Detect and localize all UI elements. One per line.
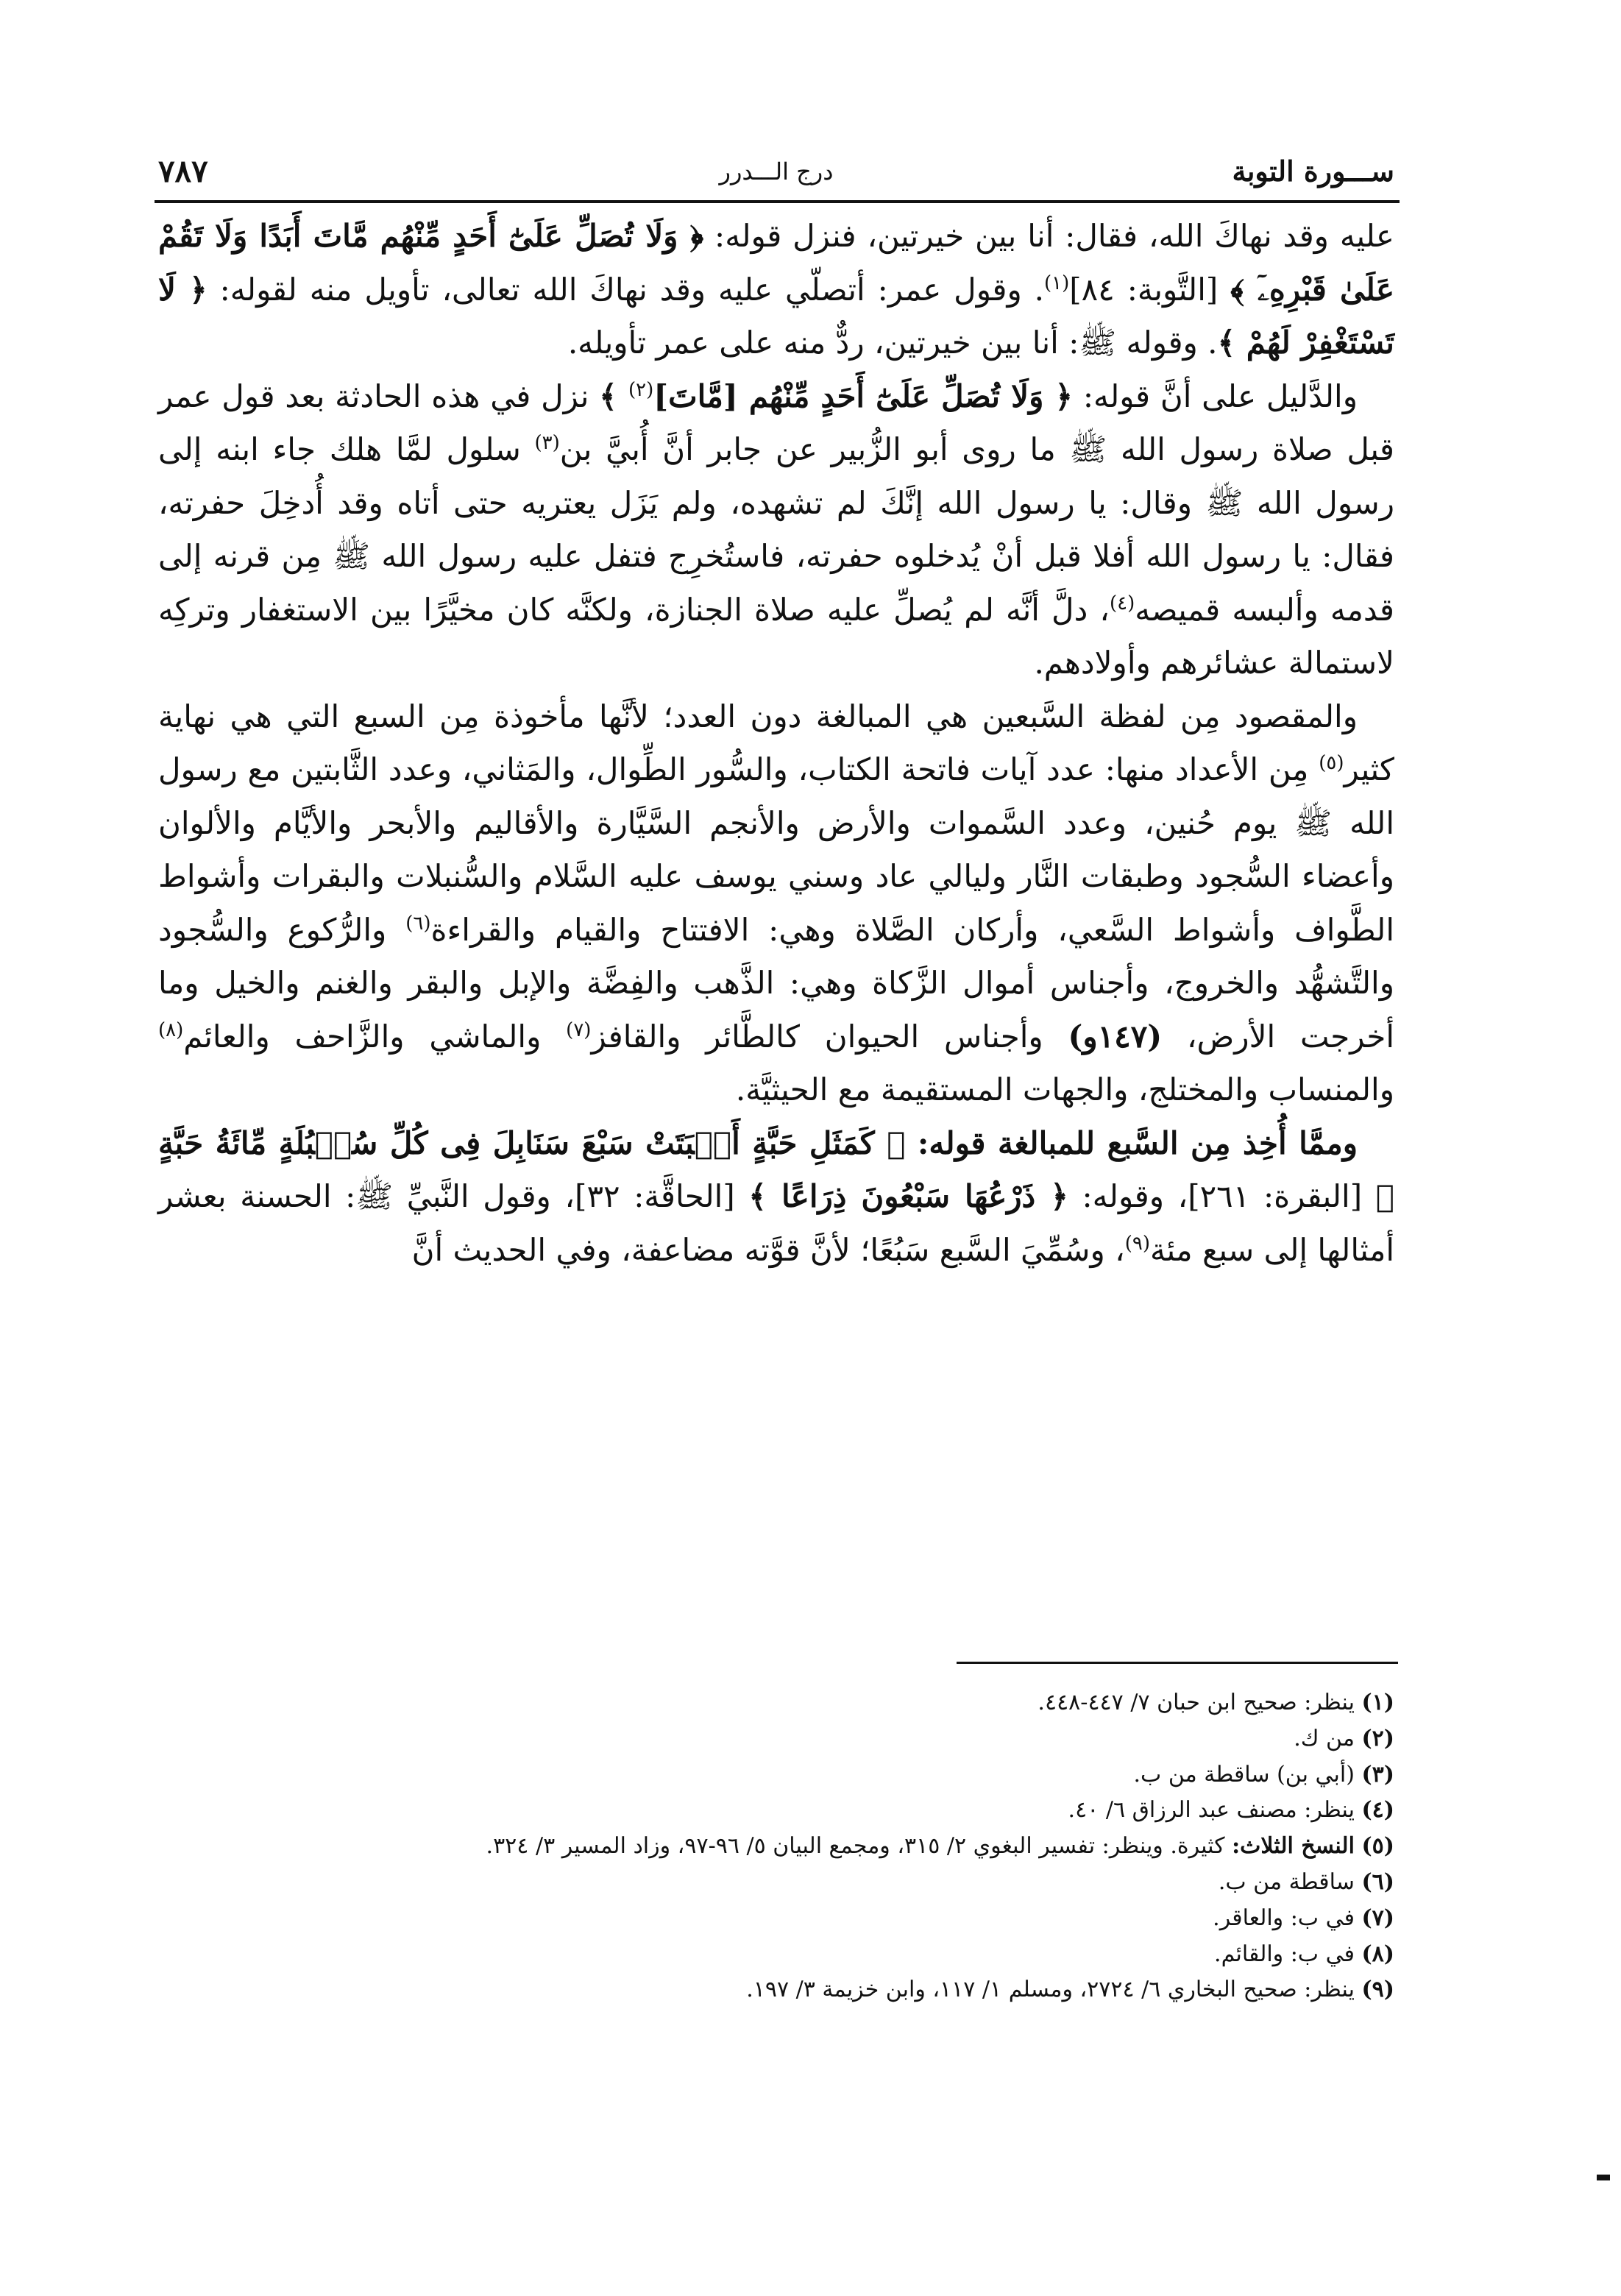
text-run: وأجناس الحيوان كالطَّائر والقافز (591, 1018, 1068, 1055)
footnote-6 (158, 1865, 1394, 1901)
footnote-2 (158, 1721, 1394, 1757)
surah-title: ســـورة التوبة (1232, 155, 1394, 188)
footnote-number: (١) (1361, 1690, 1394, 1715)
footnote-text: في ب: والعاقر. (1213, 1905, 1362, 1931)
quran-verse: ﴿ كَمَثَلِ حَبَّةٍ أَنۢبَتَتْ سَبْعَ سَنَابِلَ فِى كُلِّ سُنۢبُلَةٍ مِّائَةُ حَبَّةٍ ﴾ (158, 1124, 1394, 1214)
quran-verse: ﴿ ذَرْعُهَا سَبْعُونَ ذِرَاعًا ﴾ (748, 1178, 1068, 1214)
footnote-3 (158, 1757, 1394, 1793)
text-run: والمنساب والمختلج، والجهات المستقيمة مع الحيثيَّة. (735, 1071, 1394, 1108)
footnotes (158, 1685, 1394, 2008)
footnote-7 (158, 1901, 1394, 1937)
footnote-text: ينظر: مصنف عبد الرزاق ٦/ ٤٠. (1068, 1797, 1362, 1824)
footnote-5 (158, 1829, 1394, 1865)
footnote-divider (957, 1662, 1398, 1664)
text-run: نزل في هذه الحادثة بعد قول عمر قبل صلاة رسول الله ﷺ ما روى أبو الزُّبير عن جابر أنَّ أُبيَّ بن (158, 378, 1394, 467)
page-header (158, 151, 1394, 195)
page-number: ٧٨٧ (158, 153, 208, 189)
footnote-8 (158, 1937, 1394, 1973)
footnote-text: من ك. (1294, 1725, 1362, 1751)
text-run: والرُّكوع والسُّجود والتَّشهُّد والخروج، وأجناس أموال الزَّكاة وهي: الذَّهب والفِضَّة والإبل والبقر والغنم والخيل وما أخرجت الأرض، (158, 911, 1394, 1055)
footnote-9 (158, 1972, 1394, 2008)
footnote-marker: (٩) (1124, 1232, 1150, 1255)
scan-mark (1597, 2175, 1610, 2180)
footnote-text: في ب: والقائم. (1214, 1941, 1362, 1967)
text-run: . وقوله ﷺ: أنا بين خيرتين، ردٌّ منه على عمر تأويله. (567, 325, 1218, 361)
quran-verse: ﴿ لَا تَسْتَغْفِرْ لَهُمْ ﴾ (158, 271, 1394, 361)
footnote-number: (٤) (1361, 1797, 1394, 1824)
paragraph-2 (158, 370, 1394, 690)
quran-verse-close: ﴾ (599, 378, 628, 414)
footnote-marker: (٨) (158, 1018, 184, 1041)
paragraph-1 (158, 210, 1394, 370)
text-run: . وقول عمر: أتصلّي عليه وقد نهاكَ الله تعالى، تأويل منه لقوله: (207, 271, 1044, 308)
quran-verse: ﴿ وَلَا تُصَلِّ عَلَىٰٓ أَحَدٍ مِّنْهُم مَّاتَ أَبَدًا وَلَا تَقُمْ عَلَىٰ قَبْرِهِۦٓ ﴾ (158, 218, 1394, 308)
footnote-number: (٧) (1361, 1905, 1394, 1931)
footnote-marker: (٥) (1319, 752, 1344, 774)
footnote-number: (٢) (1361, 1725, 1394, 1751)
text-run: ، وسُمِّيَ السَّبع سَبُعًا؛ لأنَّ قوَّته مضاعفة، وفي الحديث أنَّ (411, 1231, 1125, 1268)
footnote-1 (158, 1685, 1394, 1721)
footnote-marker: (٦) (405, 912, 431, 935)
main-text (158, 210, 1394, 1277)
text-run: عليه وقد نهاكَ الله، فقال: أنا بين خيرتين، فنزل قوله: (703, 218, 1394, 254)
footnote-4 (158, 1793, 1394, 1829)
text-run: وممَّا أُخِذ مِن السَّبع للمبالغة قوله: (905, 1124, 1358, 1161)
footnote-marker: (٢) (628, 378, 654, 401)
footnote-number: (٣) (1361, 1761, 1394, 1787)
footnote-marker: (٣) (534, 432, 560, 454)
text-run: [الحاقَّة: ٣٢]، وقول النَّبيِّ ﷺ: الحسنة بعشر أمثالها إلى سبع مئة (158, 1178, 1394, 1268)
header-divider (155, 200, 1400, 203)
verse-reference: [التَّوبة: ٨٤] (1069, 271, 1231, 308)
footnote-text: ساقطة من ب. (1218, 1868, 1362, 1895)
text-run: والماشي والزَّاحف والعائم (183, 1018, 567, 1055)
folio-marker: (١٤٧و) (1068, 1018, 1163, 1055)
text-run: سلول لمَّا هلك جاء ابنه إلى رسول الله ﷺ وقال: يا رسول الله إنَّكَ لم تشهده، ولم يَزَل يعتريه حتى أتاه وقد أُدخِلَ حفرته، فقال: يا رسول الله أفلا قبل أنْ يُدخلوه حفرته، فاستُخرِج فتفل عليه رسول الله ﷺ مِن قرنه إلى قدمه وألبسه قميصه (158, 431, 1394, 628)
footnote-text: ينظر: صحيح ابن حبان ٧/ ٤٤٧-٤٤٨. (1037, 1690, 1362, 1715)
footnote-marker: (١) (1044, 272, 1070, 294)
footnote-label: النسخ الثلاث: (1232, 1833, 1355, 1860)
footnote-number: (٦) (1361, 1868, 1394, 1895)
footnote-number: (٨) (1361, 1941, 1394, 1967)
footnote-number: (٥) (1361, 1833, 1394, 1860)
footnote-text: كثيرة. وينظر: تفسير البغوي ٢/ ٣١٥، ومجمع البيان ٥/ ٩٦-٩٧، وزاد المسير ٣/ ٣٢٤. (486, 1833, 1232, 1860)
quran-verse: ﴿ وَلَا تُصَلِّ عَلَىٰٓ أَحَدٍ مِّنْهُم [مَّاتَ] (653, 378, 1074, 414)
footnote-number: (٩) (1361, 1977, 1394, 2003)
book-title: درج الـــدرر (719, 157, 834, 185)
footnote-marker: (٧) (566, 1018, 592, 1041)
paragraph-4 (158, 1117, 1394, 1278)
footnote-text: (أبي بن) ساقطة من ب. (1133, 1761, 1362, 1787)
text-run: والمقصود مِن لفظة السَّبعين هي المبالغة دون العدد؛ لأنَّها مأخوذة مِن السبع التي هي نهاية كثير (158, 698, 1394, 787)
text-run: مِن الأعداد منها: عدد آيات فاتحة الكتاب، والسُّور الطِّوال، والمَثاني، وعدد الثَّابتين مع رسول الله ﷺ يوم حُنين، وعدد السَّموات والأرض والأنجم السَّيَّارة والأقاليم والأبحر والأيَّام والألوان وأعضاء السُّجود وطبقات النَّار وليالي عاد وسني يوسف عليه السَّلام والسُّنبلات والبقرات وأشواط الطَّواف وأشواط السَّعي، وأركان الصَّلاة وهي: الافتتاح والقيام والقراءة (158, 751, 1394, 948)
text-run: ، دلَّ أنَّه لم يُصلِّ عليه صلاة الجنازة، ولكنَّه كان مخيَّرًا بين الاستغفار وتركِه لاستمالة عشائرهم وأولادهم. (158, 591, 1394, 681)
verse-reference: [البقرة: ٢٦١]، وقوله: (1068, 1178, 1376, 1214)
footnote-text: ينظر: صحيح البخاري ٦/ ٢٧٢٤، ومسلم ١/ ١١٧، وابن خزيمة ٣/ ١٩٧. (746, 1977, 1362, 2003)
paragraph-3 (158, 690, 1394, 1117)
text-run: والدَّليل على أنَّ قوله: (1073, 378, 1358, 414)
footnote-marker: (٤) (1109, 592, 1135, 614)
